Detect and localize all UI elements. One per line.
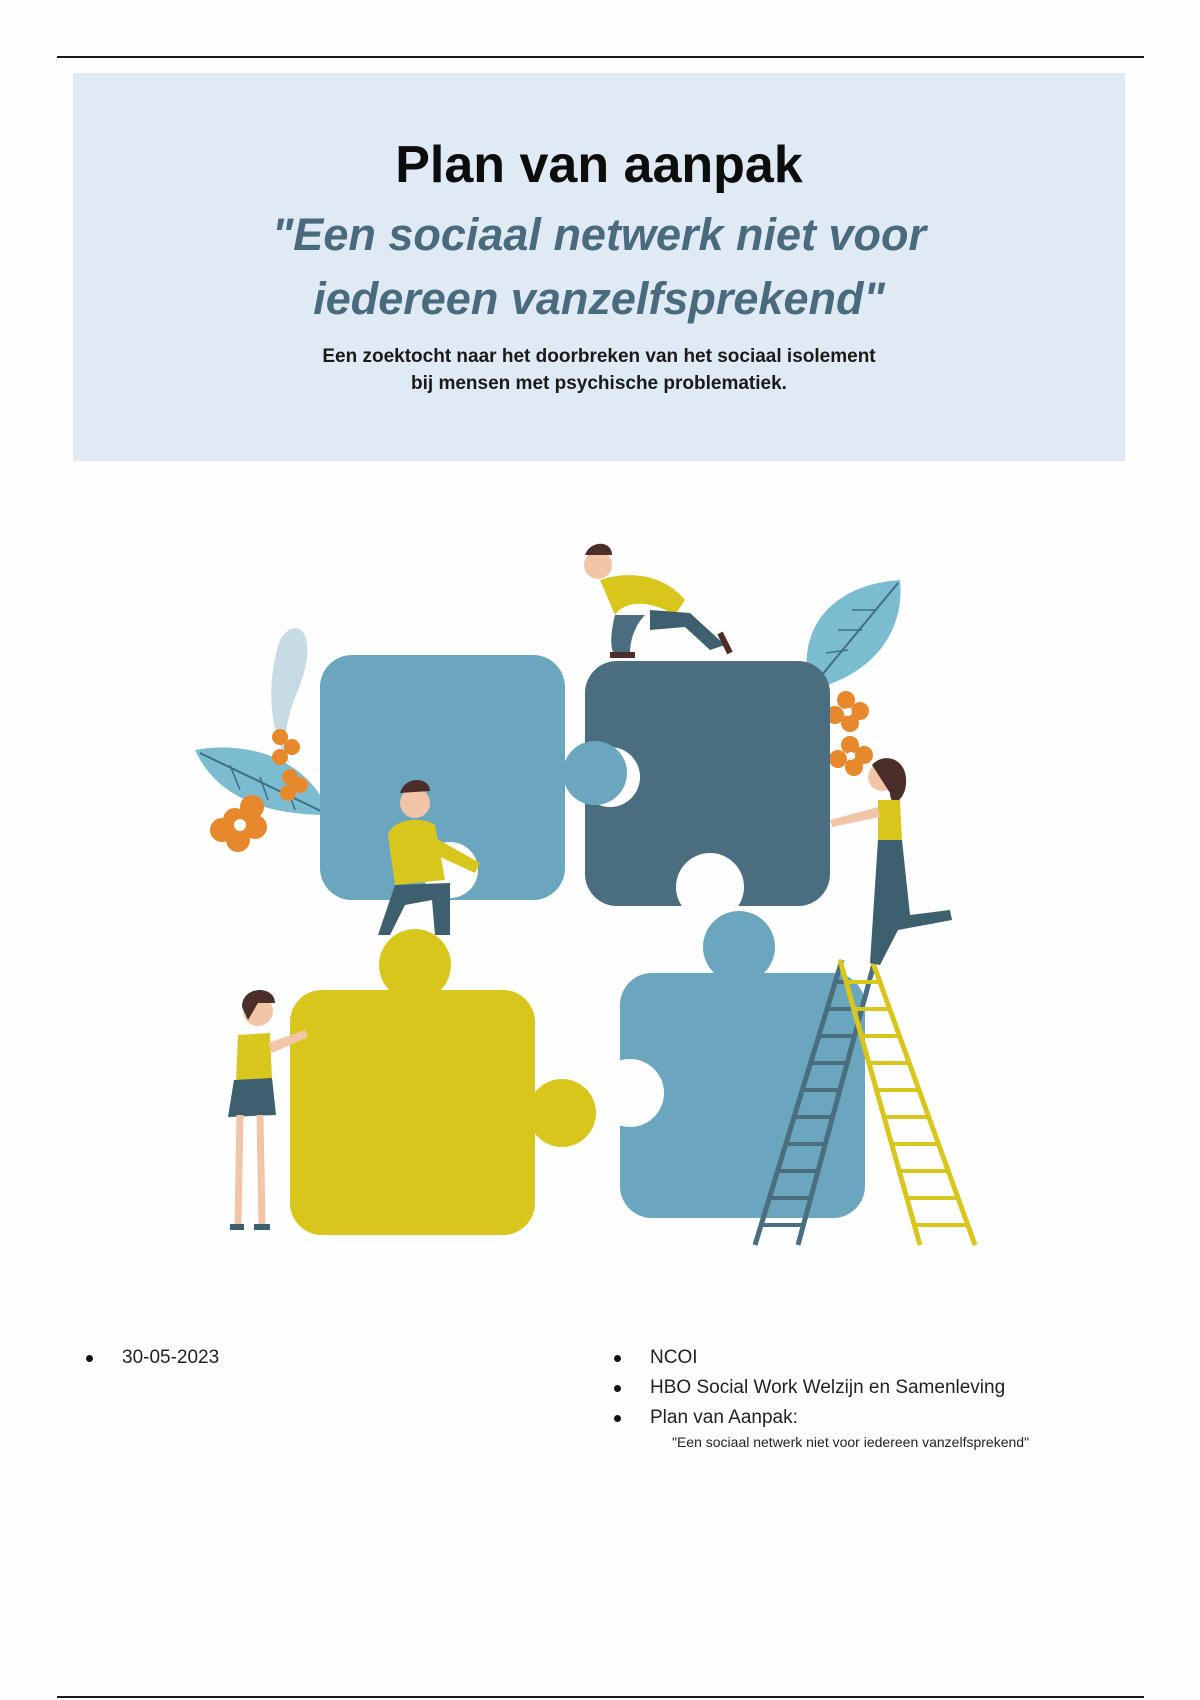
top-rule (57, 56, 1144, 58)
info-item-document-subtitle: "Een sociaal netwerk niet voor iedereen vanzelfsprekend" (672, 1434, 1030, 1450)
left-leaf-decoration (195, 628, 330, 852)
info-item-program: HBO Social Work Welzijn en Samenleving (614, 1373, 1029, 1403)
description-line-2: bij mensen met psychische problematiek. (411, 373, 787, 394)
bottom-rule (57, 1696, 1144, 1698)
info-item-document-label: Plan van Aanpak: (650, 1407, 798, 1428)
description-line-1: Een zoektocht naar het doorbreken van het sociaal isolement (322, 346, 876, 367)
date-item: 30-05-2023 (86, 1343, 219, 1373)
puzzle-piece-top-right (563, 661, 830, 921)
puzzle-teamwork-illustration (130, 515, 1050, 1265)
page-title: Plan van aanpak (395, 136, 803, 194)
page-subtitle: "Een sociaal netwerk niet voor iedereen vanzelfsprekend" (271, 209, 927, 324)
page-description (273, 343, 925, 397)
info-item-document (614, 1403, 1029, 1451)
info-item-organization: NCOI (614, 1343, 1029, 1373)
info-list (614, 1343, 1029, 1451)
date-list (86, 1343, 219, 1373)
puzzle-piece-bottom-left (290, 929, 596, 1235)
person-top-icon (584, 544, 730, 655)
title-banner (73, 73, 1125, 461)
person-right-icon (830, 758, 952, 965)
